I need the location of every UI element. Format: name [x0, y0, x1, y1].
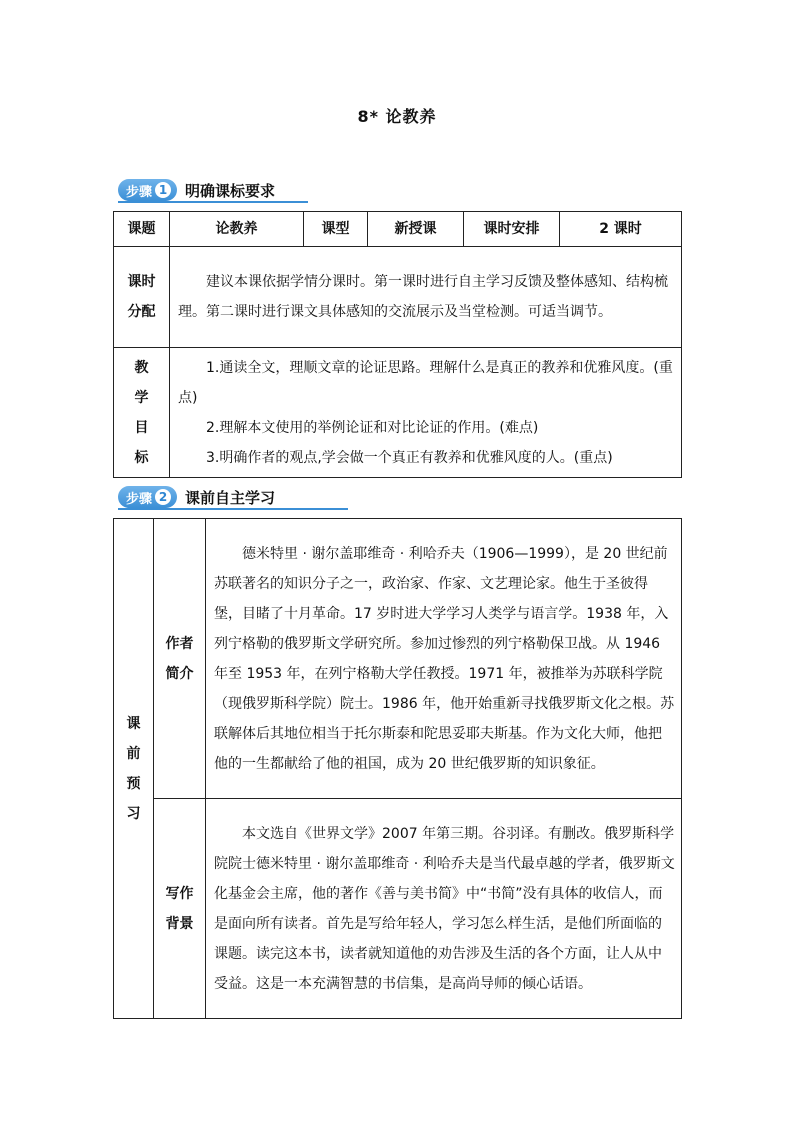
step-1-tag: [118, 179, 177, 201]
step-1-underline: [118, 201, 308, 203]
step-1-number-icon: 1: [155, 182, 171, 198]
goal-item: 2.理解本文使用的举例论证和对比论证的作用。(难点): [206, 419, 539, 436]
type-value: 新授课: [368, 212, 464, 247]
goals-text: [170, 348, 682, 478]
step-1-header: [118, 179, 275, 201]
goal-item: 3.明确作者的观点,学会做一个真正有教养和优雅风度的人。(重点): [206, 449, 613, 466]
step-2-label: 课前自主学习: [185, 488, 276, 507]
schedule-header: 课时安排: [464, 212, 560, 247]
author-label: 作者 简介: [154, 519, 206, 799]
schedule-value: 2 课时: [560, 212, 682, 247]
step-2-tag: [118, 486, 177, 508]
lesson-info-table: [113, 211, 682, 478]
preview-table: [113, 518, 682, 1019]
allocation-label: 课时 分配: [114, 247, 170, 348]
author-text: 德米特里 · 谢尔盖耶维奇 · 利哈乔夫（1906—1999），是 20 世纪前苏联著名的知识分子之一，政治家、作家、文艺理论家。他生于圣彼得堡，目睹了十月革命。17 岁时进大学学习人类学与语言学。1938 年，入列宁格勒的俄罗斯文学研究所。参加过惨烈的列宁格勒保卫战。从 1946 年至 1953 年，在列宁格勒大学任教授。1971 年，被推举为苏联科学院（现俄罗斯科学院）院士。1986 年，他开始重新寻找俄罗斯文化之根。苏联解体后其地位相当于托尔斯泰和陀思妥耶夫斯基。作为文化大师，他把他的一生都献给了他的祖国，成为 20 世纪俄罗斯的知识象征。: [206, 519, 682, 799]
background-text: 本文选自《世界文学》2007 年第三期。谷羽译。有删改。俄罗斯科学院院士德米特里 · 谢尔盖耶维奇 · 利哈乔夫是当代最卓越的学者，俄罗斯文化基金会主席，他的著作《善与美书简》中“书简”没有具体的收信人，而是面向所有读者。首先是写给年轻人，学习怎么样生活，是他们所面临的课题。读完这本书，读者就知道他的劝告涉及生活的各个方面，让人从中受益。这是一本充满智慧的书信集，是高尚导师的倾心话语。: [206, 799, 682, 1019]
step-2-underline: [118, 508, 348, 510]
topic-value: 论教养: [170, 212, 304, 247]
allocation-text: 建议本课依据学情分课时。第一课时进行自主学习反馈及整体感知、结构梳理。第二课时进行课文具体感知的交流展示及当堂检测。可适当调节。: [170, 247, 682, 348]
type-header: 课型: [304, 212, 368, 247]
step-2-tag-text: 步骤: [126, 491, 153, 507]
step-2-number-icon: 2: [155, 489, 171, 505]
background-label: 写作 背景: [154, 799, 206, 1019]
goals-label: 教 学 目 标: [114, 348, 170, 478]
goal-item: 1.通读全文，理顺文章的论证思路。理解什么是真正的教养和优雅风度。(重点): [178, 359, 673, 406]
topic-header: 课题: [114, 212, 170, 247]
step-1-label: 明确课标要求: [185, 181, 276, 200]
preview-label: 课 前 预 习: [114, 519, 154, 1019]
page-title: 8* 论教养: [357, 107, 437, 126]
step-2-header: [118, 486, 275, 508]
step-1-tag-text: 步骤: [126, 184, 153, 200]
